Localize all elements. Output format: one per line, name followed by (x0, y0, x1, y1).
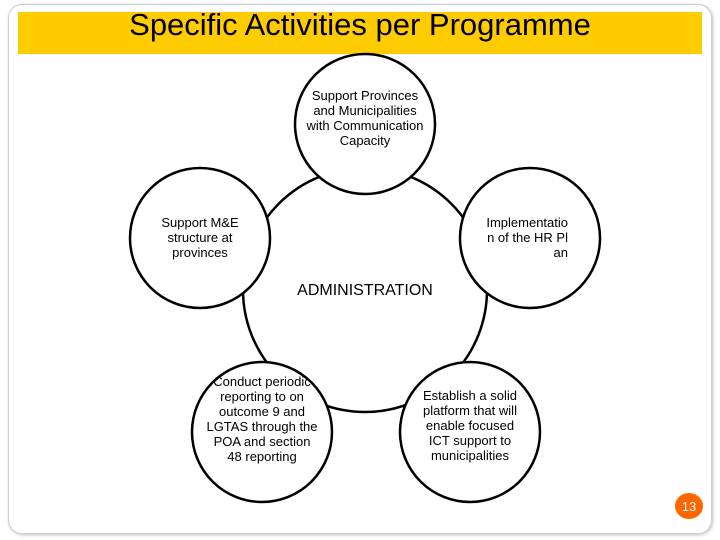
node-label-top: Support Provinces and Municipalities with Communication Capacity (306, 88, 424, 148)
node-label-right: Implementation of the HR Plan (486, 215, 568, 260)
center-label: ADMINISTRATION (297, 282, 433, 299)
page-number-badge: 13 (675, 493, 703, 519)
node-label-left: Support M&E structure at provinces (161, 215, 239, 260)
node-label-bottom-right: Establish a solid platform that will enable focused ICT support to municipalities (423, 388, 517, 463)
node-label-bottom-left: Conduct periodic reporting to on outcome 9 and LGTAS through the POA and section 48 reporting (206, 374, 318, 464)
slide-title: Specific Activities per Programme (129, 7, 591, 42)
